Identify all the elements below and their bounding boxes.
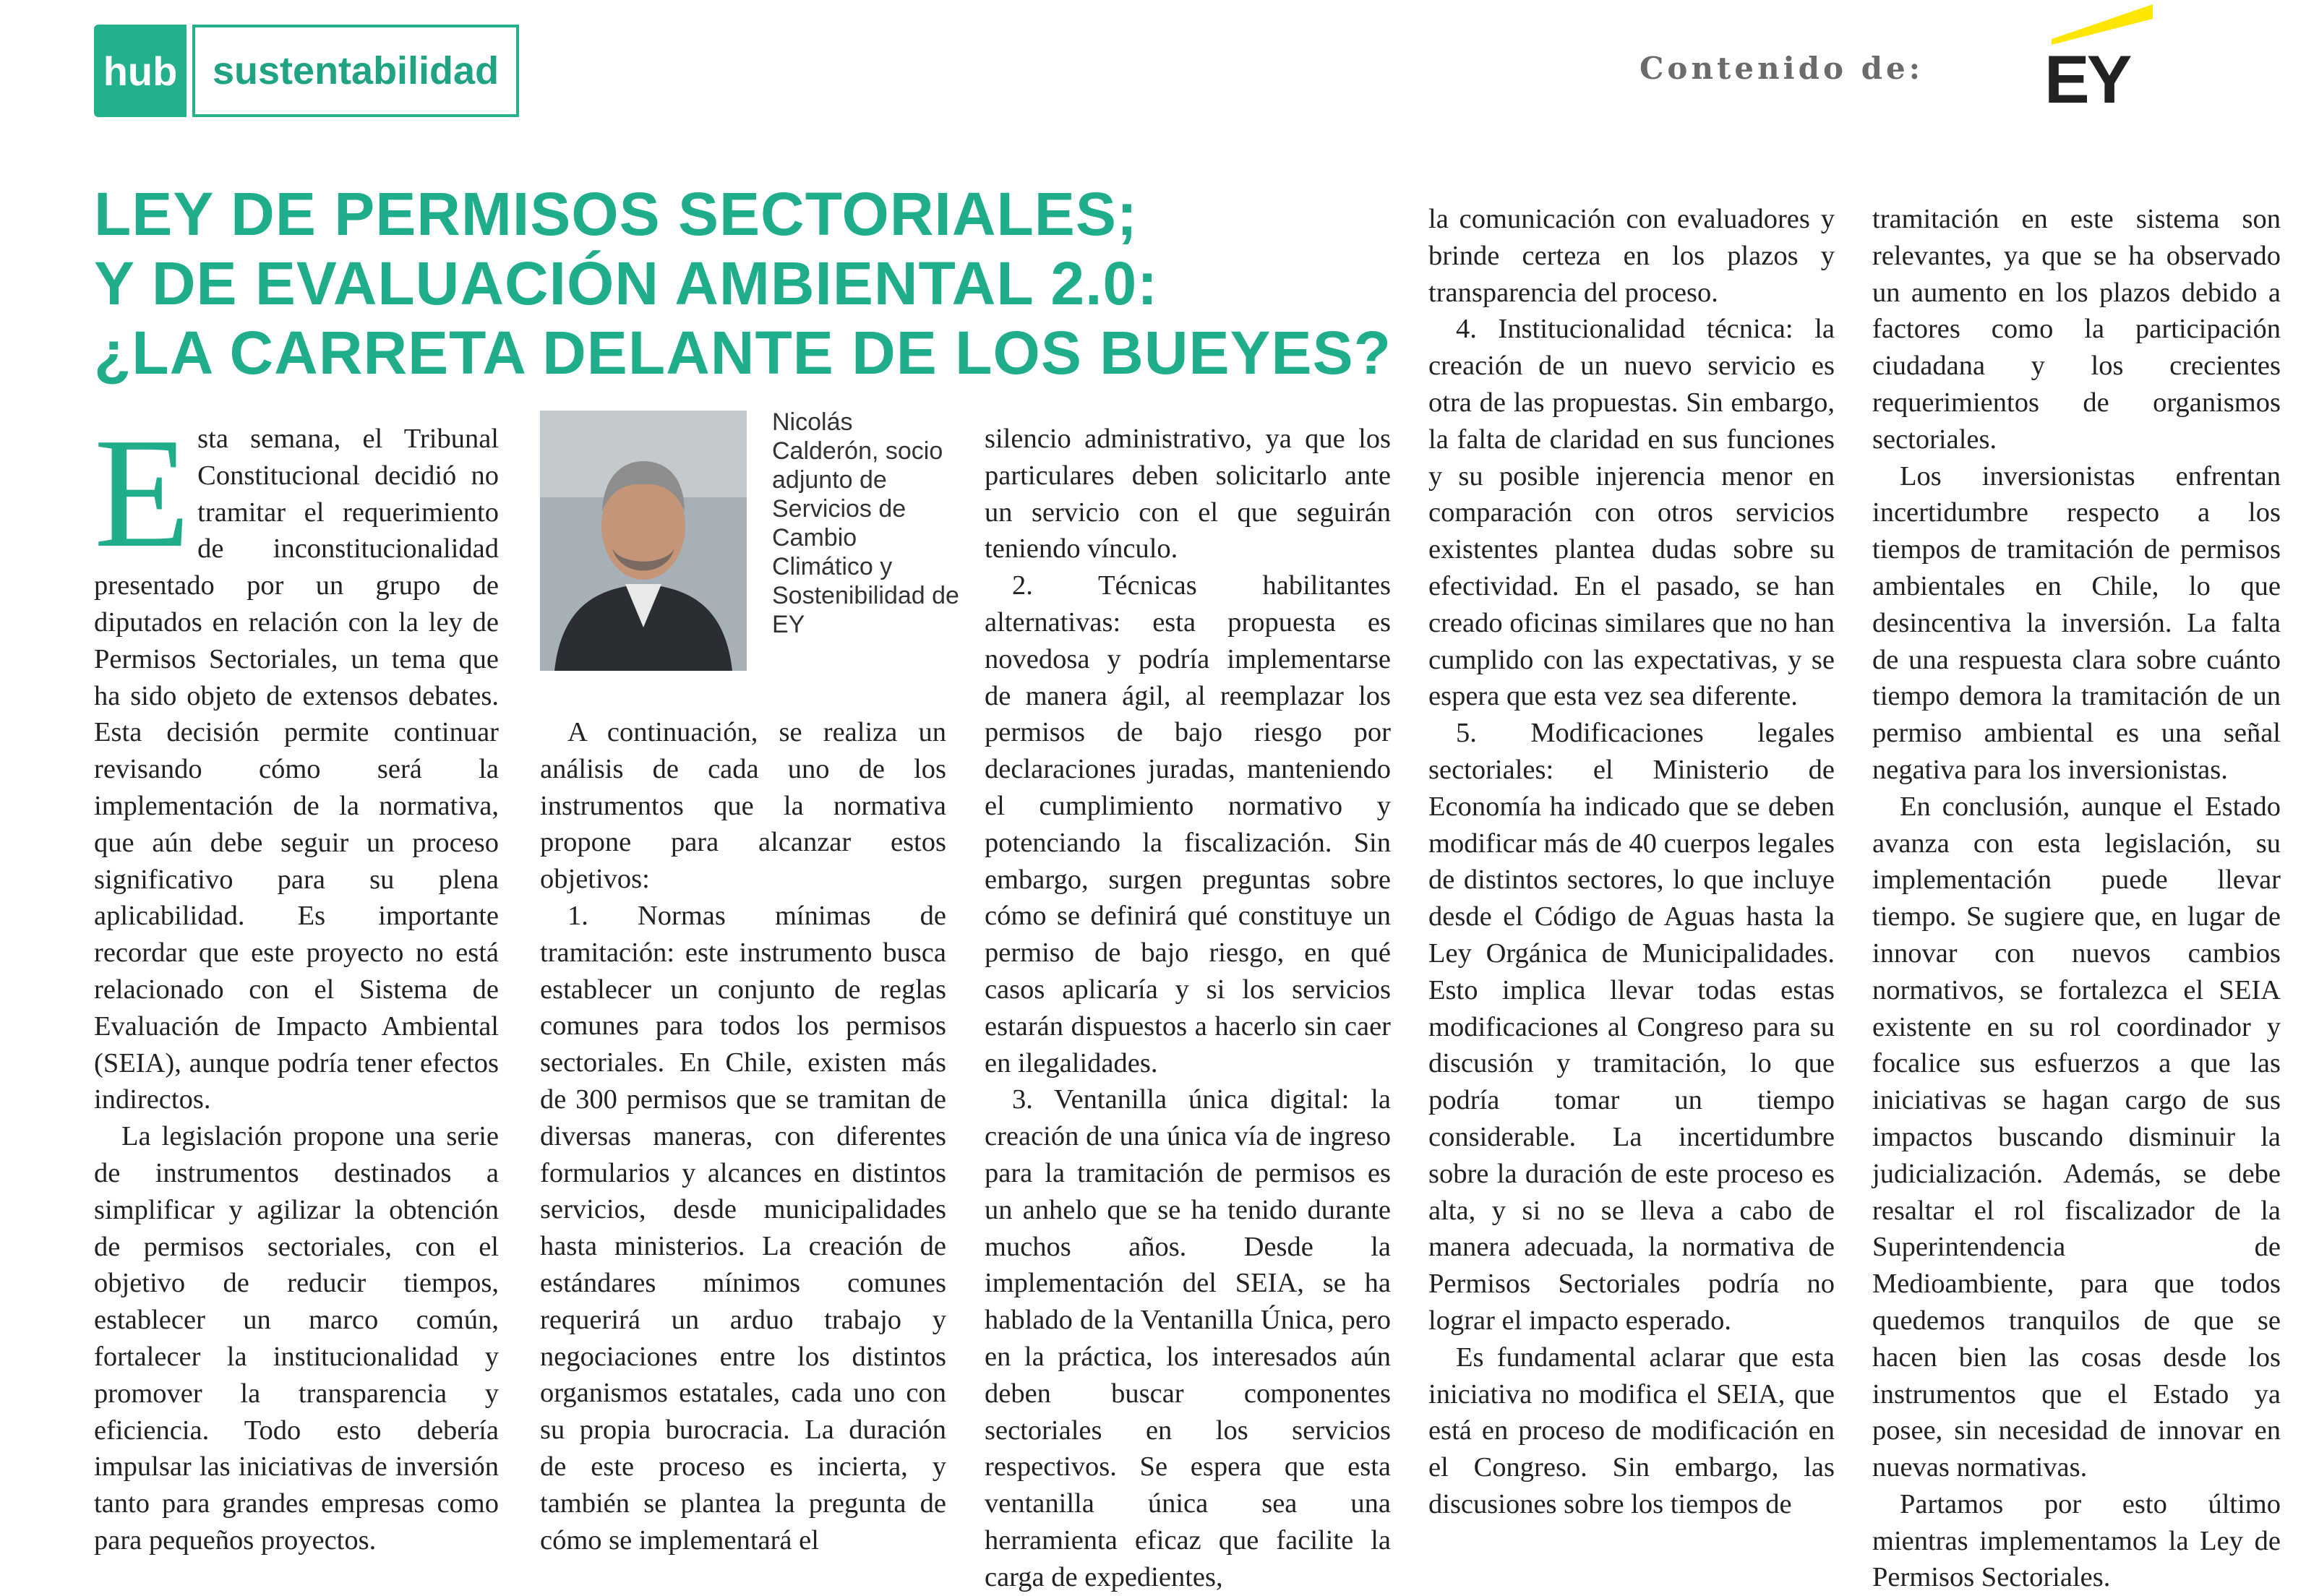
section-label: sustentabilidad bbox=[192, 25, 519, 117]
paragraph-15: Partamos por esto último mientras implementamos la Ley de Permisos Sectoriales. bbox=[1872, 1488, 2281, 1593]
article-column-3 bbox=[985, 421, 1391, 1596]
paragraph-9: 4. Institucionalidad técnica: la creación de un nuevo servicio es otra de las propuestas. Sin embargo, la falta de claridad en sus funciones y su posible injerencia menor en comparación con otros servicios existentes plantea dudas sobre su efectividad. En el pasado, se han creado oficinas similares que no han cumplido con las expectativas, y se espera que esta vez sea diferente. bbox=[1428, 314, 1835, 712]
ey-wordmark: EY bbox=[2044, 41, 2130, 117]
content-by-label: Contenido de: bbox=[1640, 51, 1924, 86]
paragraph-2: La legislación propone una serie de instrumentos destinados a simplificar y agilizar la obtención de permisos sectoriales, con el objetivo de reducir tiempos, establecer un marco común, fortalecer la institucionalidad y promover la transparencia y eficiencia. Todo esto debería impulsar las iniciativas de inversión tanto para grandes empresas como para pequeños proyectos. bbox=[94, 1121, 499, 1556]
paragraph-6: 2. Técnicas habilitantes alternativas: esta propuesta es novedosa y podría implementarse de manera ágil, al reemplazar los permisos de bajo riesgo por declaraciones juradas, manteniendo el cumplimiento normativo y potenciando la fiscalización. Sin embargo, surgen preguntas sobre cómo se definirá qué constituye un permiso de bajo riesgo, en qué casos aplicaría y si los servicios estarán dispuestos a hacerlo sin caer en ilegalidades. bbox=[985, 570, 1391, 1078]
article-title bbox=[94, 179, 1439, 387]
paragraph-4: 1. Normas mínimas de tramitación: este instrumento busca establecer un conjunto de reglas comunes para todos los permisos sectoriales. En Chile, existen más de 300 permisos que se tramitan de diversas maneras, con diferentes formularios y alcances en distintos servicios, desde municipalidades hasta ministerios. La creación de estándares mínimos comunes requerirá un arduo trabajo y negociaciones entre los distintos organismos estatales, cada uno con su propia burocracia. La duración de este proceso es incierta, y también se plantea la pregunta de cómo se implementará el bbox=[540, 900, 946, 1556]
paragraph-7: 3. Ventanilla única digital: la creación de una única vía de ingreso para la tramitación de permisos es un anhelo que se ha tenido durante muchos años. Desde la implementación del SEIA, se ha hablado de la Ventanilla Única, pero en la práctica, los interesados aún deben buscar componentes sectoriales en los servicios respectivos. Se espera que esta ventanilla única sea una herramienta eficaz que facilite la carga de expedientes, bbox=[985, 1084, 1391, 1592]
paragraph-14: En conclusión, aunque el Estado avanza con esta legislación, su implementación puede llevar tiempo. Se sugiere que, en lugar de innovar con nuevos cambios normativos, se fortalezca el SEIA existente en su rol coordinador y focalice sus esfuerzos a que las iniciativas se hagan cargo de sus impactos buscando disminuir la judicialización. Además, se debe resaltar el rol fiscalizador de la Superintendencia de Medioambiente, para que todos quedemos tranquilos de que se hacen bien las cosas desde los instrumentos que el Estado ya posee, sin necesidad de innovar en nuevas normativas. bbox=[1872, 791, 2281, 1483]
article-column-1 bbox=[94, 406, 499, 1559]
paragraph-5: silencio administrativo, ya que los particulares deben solicitarlo ante un servicio con el que seguirán teniendo vínculo. bbox=[985, 424, 1391, 565]
ey-logo bbox=[2044, 3, 2153, 117]
title-line-3: ¿LA CARRETA DELANTE DE LOS BUEYES? bbox=[94, 319, 1392, 387]
author-photo bbox=[540, 411, 747, 671]
title-line-2: Y DE EVALUACIÓN AMBIENTAL 2.0: bbox=[94, 249, 1159, 317]
paragraph-1-text: sta semana, el Tribunal Constitucional decidió no tramitar el requerimiento de inconstitucionalidad presentado por un grupo de diputados en relación con la ley de Permisos Sectoriales, un tema que ha sido objeto de extensos debates. Esta decisión permite continuar revisando cómo será la implementación de la normativa, que aún debe seguir un proceso significativo para su plena aplicabilidad. Es importante recordar que este proyecto no está relacionado con el Sistema de Evaluación de Impacto Ambiental (SEIA), aunque podría tener efectos indirectos. bbox=[94, 424, 499, 1115]
paragraph-1 bbox=[94, 406, 499, 1118]
title-line-1: LEY DE PERMISOS SECTORIALES; bbox=[94, 180, 1138, 248]
section-badge bbox=[94, 25, 519, 117]
author-caption: Nicolás Calderón, socio adjunto de Servicios de Cambio Climático y Sostenibilidad de EY bbox=[772, 408, 959, 638]
ey-beam-icon bbox=[2044, 3, 2153, 46]
paragraph-8: la comunicación con evaluadores y brinde certeza en los plazos y transparencia del proceso. bbox=[1428, 204, 1835, 308]
article-column-5 bbox=[1872, 201, 2281, 1596]
drop-cap: E bbox=[94, 406, 191, 580]
article-column-2 bbox=[540, 714, 946, 1558]
paragraph-10: 5. Modificaciones legales sectoriales: el Ministerio de Economía ha indicado que se deben modificar más de 40 cuerpos legales de distintos sectores, lo que incluye desde el Código de Aguas hasta la Ley Orgánica de Municipalidades. Esto implica llevar todas estas modificaciones al Congreso para su discusión y tramitación, lo que podría tomar un tiempo considerable. La incertidumbre sobre la duración de este proceso es alta, y si no se lleva a cabo de manera adecuada, la normativa de Permisos Sectoriales podría no lograr el impacto esperado. bbox=[1428, 718, 1835, 1336]
hub-label: hub bbox=[94, 25, 187, 117]
article-column-4 bbox=[1428, 201, 1835, 1523]
paragraph-11: Es fundamental aclarar que esta iniciativa no modifica el SEIA, que está en proceso de modificación en el Congreso. Sin embargo, las discusiones sobre los tiempos de bbox=[1428, 1342, 1835, 1519]
paragraph-3: A continuación, se realiza un análisis de cada uno de los instrumentos que la normativa propone para alcanzar estos objetivos: bbox=[540, 717, 946, 895]
author-portrait-icon bbox=[540, 411, 747, 671]
paragraph-13: Los inversionistas enfrentan incertidumbre respecto a los tiempos de tramitación de permisos ambientales en Chile, lo que desincentiva la inversión. La falta de una respuesta clara sobre cuánto tiempo demora la tramitación de un permiso ambiental es una señal negativa para los inversionistas. bbox=[1872, 460, 2281, 785]
paragraph-12: tramitación en este sistema son relevantes, ya que se ha observado un aumento en los plazos debido a factores como la participación ciudadana y los crecientes requerimientos de organismos sectoriales. bbox=[1872, 204, 2281, 455]
